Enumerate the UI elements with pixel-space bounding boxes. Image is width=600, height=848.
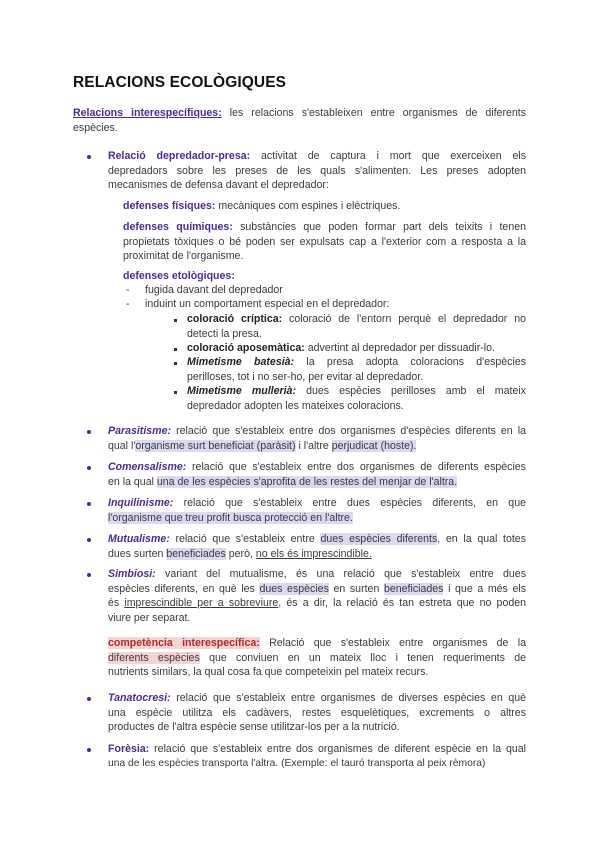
square-bullet-icon — [174, 391, 177, 394]
inquilinisme-paragraph: Inquilinisme: relació que s'estableix entre dues espècies diferents, en que l'organisme que treu profit busca protecció en l'altre. — [108, 497, 526, 524]
square-bullet-icon — [174, 319, 177, 322]
defenses-quimiques: defenses químiques: substàncies que poden formar part dels teixits i tenen propietats tòxiques o bé poden ser expulsats cap a l'exterior com a resposta a la proximitat de l'organisme. — [123, 221, 526, 263]
square-bullet-icon — [174, 348, 177, 351]
mutualisme-paragraph: Mutualisme: relació que s'estableix entre dues espècies diferents, en la qual totes dues surten beneficiades però, no els és imprescindible. — [108, 533, 527, 560]
coloracio-aposematica: coloració aposemàtica: advertint al depredador per dissuadir-lo. — [187, 342, 495, 354]
dash-icon: - — [126, 284, 130, 296]
etologica-item-fugida: fugida davant del depredador — [145, 284, 283, 296]
defenses-etologiques: defenses etològiques: — [123, 270, 235, 282]
mimetisme-mulleria: Mimetisme mullerià: dues espècies perilloses amb el mateix depredador adopten les mateixes coloracions. — [187, 385, 526, 412]
tanatocresi-paragraph: Tanatocresi: relació que s'estableix entre organismes de diverses espècies en què una espècie utilitza els cadàvers, restes esquelètiques, excrements o altres productes de l'altra espècie sense utilitzar-los per a la nutrició. — [108, 692, 526, 734]
simbiosi-paragraph: Simbiosi: variant del mutualisme, és una relació que s'estableix entre dues espècies diferents, en què les dues espècies en surten beneficiades i que a més els és imprescindible per a sobreviure, és a dir, la relació és tan estreta que no poden viure per separat. — [108, 568, 527, 624]
bullet-icon — [87, 502, 91, 506]
mimetisme-batesia: Mimetisme batesià: la presa adopta coloracions d'espècies perilloses, tot i no ser-ho, per evitar al depredador. — [187, 356, 527, 383]
competencia-paragraph: competència interespecífica: Relació que s'estableix entre organismes de la diferents espècies que conviuen en un mateix lloc i tenen requeriments de nutrients similars, la qual cosa fa que competeixin pel mateix recurs. — [108, 637, 526, 679]
depredador-paragraph: Relació depredador-presa: activitat de captura i mort que exerceixen els depredadors sobre les preses de les quals s'alimenten. Les preses adopten mecanismes de defensa davant el depredador: — [108, 150, 526, 192]
dash-icon: - — [126, 298, 130, 310]
intro-paragraph: Relacions interespecífiques: les relacions s'estableixen entre organismes de diferents espècies. — [73, 107, 526, 134]
bullet-icon — [87, 466, 91, 470]
bullet-icon — [87, 697, 91, 701]
depredador-term: Relació depredador-presa: — [108, 150, 251, 162]
bullet-icon — [87, 748, 91, 752]
comensalisme-paragraph: Comensalisme: relació que s'estableix entre dos organismes de diferents espècies en la qual una de les espècies s'aprofita de les restes del menjar de l'altra. — [108, 461, 526, 488]
etologica-item-comportament: induint un comportament especial en el depredador: — [145, 298, 390, 310]
parasitisme-paragraph: Parasitisme: relació que s'estableix entre dos organismes d'espècies diferents en la qual l'organisme surt beneficiat (paràsit) i l'altre perjudicat (hoste). — [108, 425, 526, 452]
bullet-icon — [87, 573, 91, 577]
bullet-icon — [87, 430, 91, 434]
coloracio-criptica: coloració críptica: coloració de l'entorn perquè el depredador no detecti la presa. — [187, 313, 526, 340]
intro-term: Relacions interespecífiques: — [73, 107, 222, 119]
square-bullet-icon — [174, 362, 177, 365]
foresia-paragraph: Forèsia: relació que s'estableix entre dos organismes de diferent espècie en la qual una de les espècies transporta l'altra. (Exemple: el tauró transporta al peix rèmora) — [108, 743, 526, 769]
page-title: RELACIONS ECOLÒGIQUES — [73, 74, 287, 91]
bullet-icon — [87, 155, 91, 159]
bullet-icon — [87, 538, 91, 542]
defenses-fisiques: defenses físiques: mecàniques com espines i elèctriques. — [123, 200, 401, 212]
